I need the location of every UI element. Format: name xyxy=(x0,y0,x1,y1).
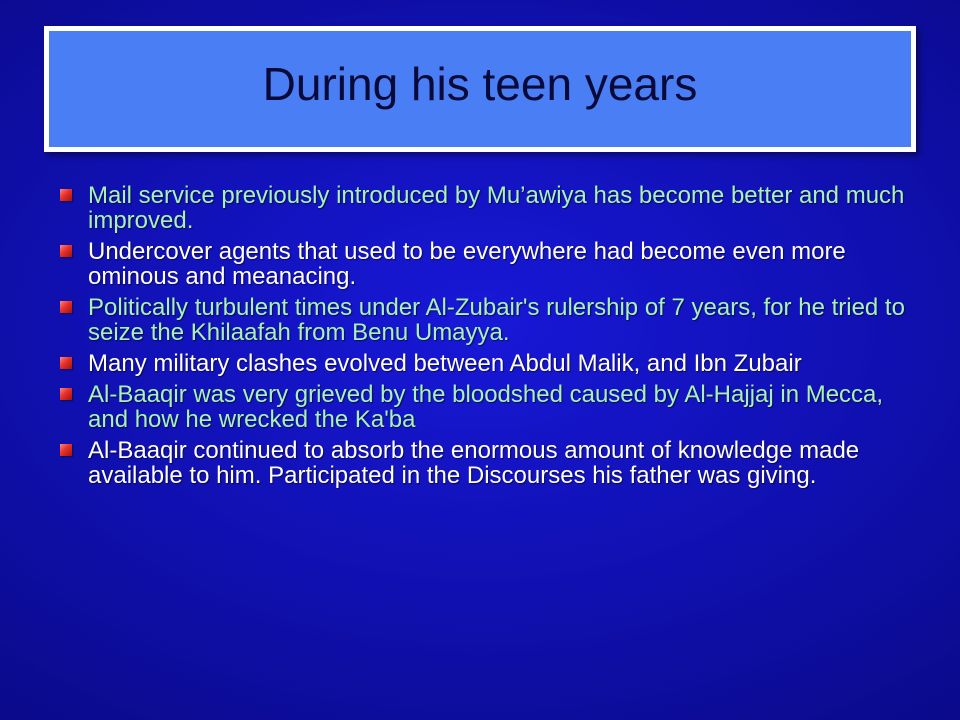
square-bullet-icon xyxy=(60,388,72,400)
bullet-list xyxy=(60,183,910,494)
bullet-text: Many military clashes evolved between Abdul Malik, and Ibn Zubair xyxy=(88,350,802,377)
square-bullet-icon xyxy=(60,444,72,456)
bullet-text: Al-Baaqir continued to absorb the enormous amount of knowledge made available to him. Participated in the Discourses his father was giving. xyxy=(88,437,860,489)
bullet-item xyxy=(60,438,910,488)
bullet-item xyxy=(60,183,910,233)
square-bullet-icon xyxy=(60,357,72,369)
bullet-text: Al-Baaqir was very grieved by the bloodshed caused by Al-Hajjaj in Mecca, and how he wrecked the Ka'ba xyxy=(88,381,884,433)
bullet-item xyxy=(60,382,910,432)
bullet-text: Undercover agents that used to be everywhere had become even more ominous and meanacing. xyxy=(88,238,846,290)
square-bullet-icon xyxy=(60,245,72,257)
title-box xyxy=(44,26,916,152)
bullet-item xyxy=(60,351,910,376)
bullet-item xyxy=(60,239,910,289)
bullet-text: Politically turbulent times under Al-Zubair's rulership of 7 years, for he tried to seize the Khilaafah from Benu Umayya. xyxy=(88,294,905,346)
square-bullet-icon xyxy=(60,189,72,201)
bullet-item xyxy=(60,295,910,345)
square-bullet-icon xyxy=(60,301,72,313)
bullet-text: Mail service previously introduced by Mu’awiya has become better and much improved. xyxy=(88,182,905,234)
slide-title: During his teen years xyxy=(262,58,698,110)
title-panel xyxy=(49,31,911,147)
